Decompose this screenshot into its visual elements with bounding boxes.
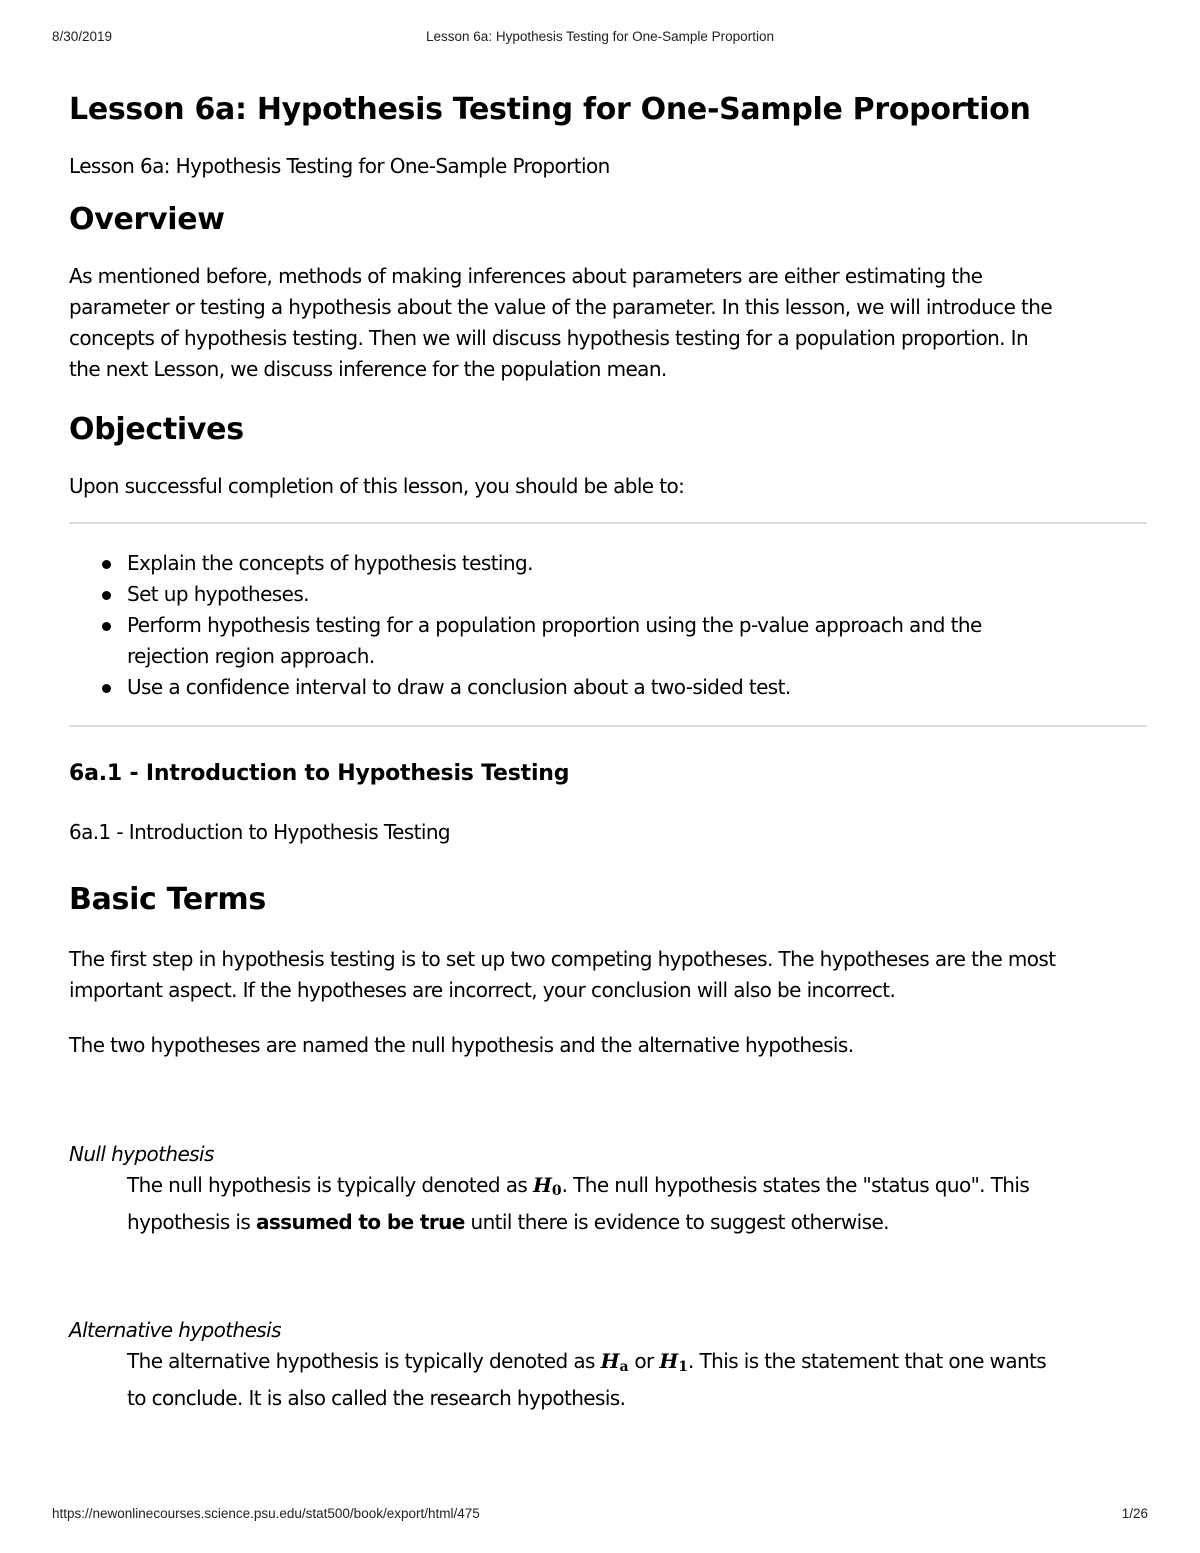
objective-text: Explain the concepts of hypothesis testing. <box>127 551 533 575</box>
objective-text: rejection region approach. <box>127 644 375 668</box>
overview-heading: Overview <box>69 202 225 237</box>
objectives-heading: Objectives <box>69 412 244 447</box>
bullet-icon <box>102 684 111 693</box>
objective-item <box>127 579 1149 610</box>
objective-text: Use a confidence interval to draw a conclusion about a two-sided test. <box>127 675 791 699</box>
objective-text: Set up hypotheses. <box>127 582 309 606</box>
h1-symbol: $H_1$ <box>659 1349 689 1375</box>
overview-line: parameter or testing a hypothesis about the value of the parameter. In this lesson, we will introduce the <box>69 295 1053 319</box>
null-hypothesis-definition <box>127 1170 1147 1238</box>
null-hypothesis-term: Null hypothesis <box>69 1142 214 1166</box>
print-header <box>52 29 1148 49</box>
definition-text: The null hypothesis is typically denoted as <box>127 1173 533 1197</box>
page-number: 1/26 <box>1121 1506 1148 1521</box>
overview-paragraph <box>69 261 1149 385</box>
objective-item <box>127 548 1149 579</box>
h0-symbol: $H_0$ <box>532 1173 562 1199</box>
basic-terms-paragraph <box>69 944 1149 1006</box>
section-subtitle: 6a.1 - Introduction to Hypothesis Testing <box>69 820 450 844</box>
definition-text: The alternative hypothesis is typically denoted as <box>127 1349 601 1373</box>
print-url: https://newonlinecourses.science.psu.edu/stat500/book/export/html/475 <box>52 1506 480 1521</box>
objective-item <box>127 610 1149 641</box>
objective-text: Perform hypothesis testing for a population proportion using the p-value approach and the <box>127 613 982 637</box>
alternative-hypothesis-term: Alternative hypothesis <box>69 1318 281 1342</box>
objective-item <box>127 672 1149 703</box>
overview-line: concepts of hypothesis testing. Then we will discuss hypothesis testing for a population proportion. In <box>69 326 1029 350</box>
definition-text: hypothesis is <box>127 1210 256 1234</box>
definition-text: or <box>628 1349 660 1373</box>
page-subtitle: Lesson 6a: Hypothesis Testing for One-Sample Proportion <box>69 154 610 178</box>
hypotheses-intro: The two hypotheses are named the null hypothesis and the alternative hypothesis. <box>69 1033 854 1057</box>
document-content <box>69 88 1149 1414</box>
print-footer <box>52 1506 1148 1526</box>
objectives-intro: Upon successful completion of this lesson, you should be able to: <box>69 474 685 498</box>
paragraph-line: important aspect. If the hypotheses are incorrect, your conclusion will also be incorrect. <box>69 978 896 1002</box>
print-document-title: Lesson 6a: Hypothesis Testing for One-Sample Proportion <box>426 29 774 44</box>
print-date: 8/30/2019 <box>52 29 113 44</box>
objectives-list <box>69 548 1149 703</box>
alternative-hypothesis-definition <box>127 1346 1147 1414</box>
basic-terms-heading: Basic Terms <box>69 882 266 917</box>
definition-text: . This is the statement that one wants <box>688 1349 1047 1373</box>
overview-line: As mentioned before, methods of making inferences about parameters are either estimating the <box>69 264 983 288</box>
overview-line: the next Lesson, we discuss inference for the population mean. <box>69 357 667 381</box>
bullet-icon <box>102 560 111 569</box>
paragraph-line: The first step in hypothesis testing is to set up two competing hypotheses. The hypotheses are the most <box>69 947 1056 971</box>
definition-text: until there is evidence to suggest otherwise. <box>464 1210 889 1234</box>
emphasis-text: assumed to be true <box>255 1210 465 1234</box>
section-heading: 6a.1 - Introduction to Hypothesis Testing <box>69 761 570 786</box>
objective-item-continuation <box>127 641 1149 672</box>
definition-text: to conclude. It is also called the research hypothesis. <box>127 1386 626 1410</box>
definition-text: . The null hypothesis states the "status quo". This <box>561 1173 1030 1197</box>
page-title: Lesson 6a: Hypothesis Testing for One-Sample Proportion <box>69 92 1031 127</box>
bullet-icon <box>102 622 111 631</box>
bullet-icon <box>102 591 111 600</box>
ha-symbol: $H_a$ <box>600 1349 629 1375</box>
